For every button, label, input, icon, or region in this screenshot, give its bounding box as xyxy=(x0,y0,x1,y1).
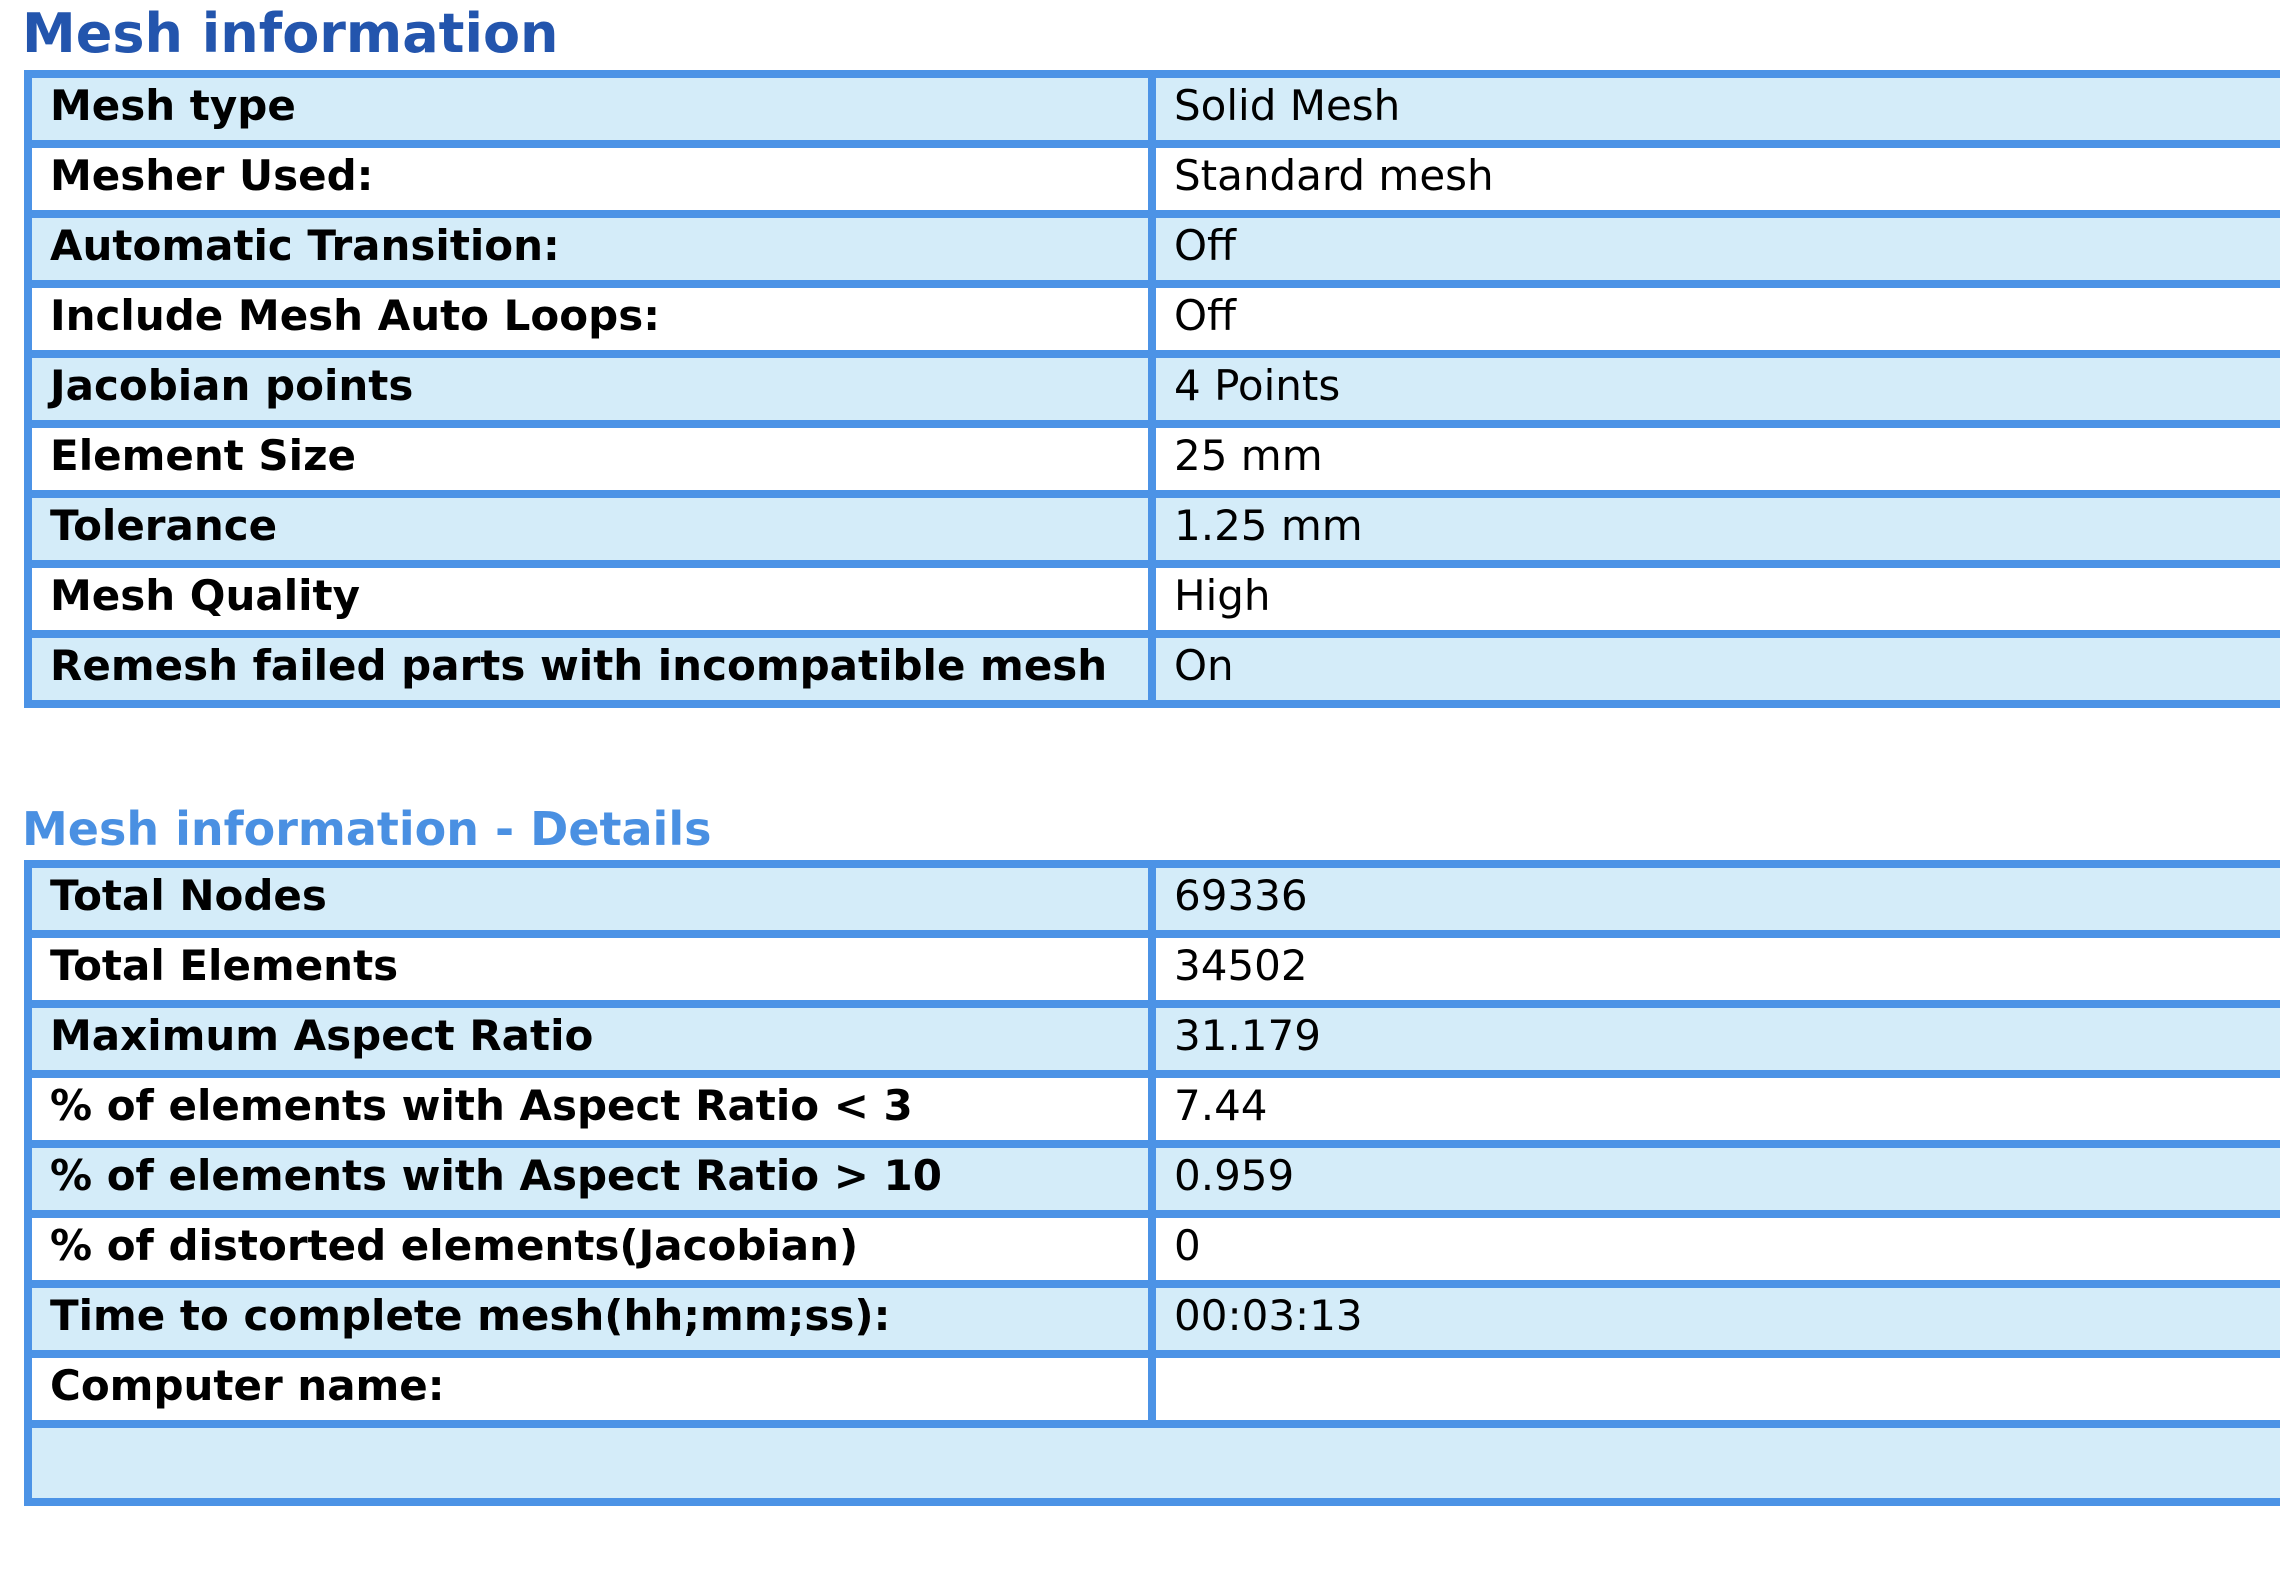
row-label: Jacobian points xyxy=(28,354,1152,424)
mesh-information-table xyxy=(24,70,2280,708)
table-row xyxy=(28,494,2280,564)
table-row xyxy=(28,564,2280,634)
mesh-details-table xyxy=(24,860,2280,1506)
table-row xyxy=(28,424,2280,494)
table-row xyxy=(28,1004,2280,1074)
row-value: Off xyxy=(1152,214,2280,284)
row-label: Element Size xyxy=(28,424,1152,494)
row-value: Off xyxy=(1152,284,2280,354)
row-label: Mesh type xyxy=(28,74,1152,144)
row-label: Tolerance xyxy=(28,494,1152,564)
row-value: On xyxy=(1152,634,2280,704)
table-row xyxy=(28,214,2280,284)
mesh-details-title: Mesh information - Details xyxy=(22,802,712,856)
row-value xyxy=(1152,1354,2280,1424)
row-value: Solid Mesh xyxy=(1152,74,2280,144)
row-value: 34502 xyxy=(1152,934,2280,1004)
empty-cell xyxy=(28,1424,2280,1502)
row-value: 7.44 xyxy=(1152,1074,2280,1144)
table-row xyxy=(28,74,2280,144)
row-label: Computer name: xyxy=(28,1354,1152,1424)
table-row xyxy=(28,1284,2280,1354)
row-value: 00:03:13 xyxy=(1152,1284,2280,1354)
row-value: 4 Points xyxy=(1152,354,2280,424)
row-label: Mesh Quality xyxy=(28,564,1152,634)
row-value: High xyxy=(1152,564,2280,634)
mesh-information-title: Mesh information xyxy=(22,2,559,65)
row-label: % of elements with Aspect Ratio < 3 xyxy=(28,1074,1152,1144)
row-label: Mesher Used: xyxy=(28,144,1152,214)
row-label: Automatic Transition: xyxy=(28,214,1152,284)
row-label: Maximum Aspect Ratio xyxy=(28,1004,1152,1074)
empty-row xyxy=(28,1424,2280,1502)
table-row xyxy=(28,1074,2280,1144)
row-label: Remesh failed parts with incompatible mesh xyxy=(28,634,1152,704)
table-row xyxy=(28,934,2280,1004)
row-value: 0.959 xyxy=(1152,1144,2280,1214)
row-label: % of elements with Aspect Ratio > 10 xyxy=(28,1144,1152,1214)
row-value: 69336 xyxy=(1152,864,2280,934)
row-label: Time to complete mesh(hh;mm;ss): xyxy=(28,1284,1152,1354)
table-row xyxy=(28,144,2280,214)
table-row xyxy=(28,864,2280,934)
row-label: % of distorted elements(Jacobian) xyxy=(28,1214,1152,1284)
table-row xyxy=(28,1354,2280,1424)
table-row xyxy=(28,634,2280,704)
table-row xyxy=(28,1214,2280,1284)
row-label: Total Nodes xyxy=(28,864,1152,934)
row-value: 1.25 mm xyxy=(1152,494,2280,564)
row-label: Total Elements xyxy=(28,934,1152,1004)
row-value: 25 mm xyxy=(1152,424,2280,494)
row-value: 0 xyxy=(1152,1214,2280,1284)
row-value: 31.179 xyxy=(1152,1004,2280,1074)
table-row xyxy=(28,284,2280,354)
row-value: Standard mesh xyxy=(1152,144,2280,214)
table-row xyxy=(28,1144,2280,1214)
table-row xyxy=(28,354,2280,424)
row-label: Include Mesh Auto Loops: xyxy=(28,284,1152,354)
